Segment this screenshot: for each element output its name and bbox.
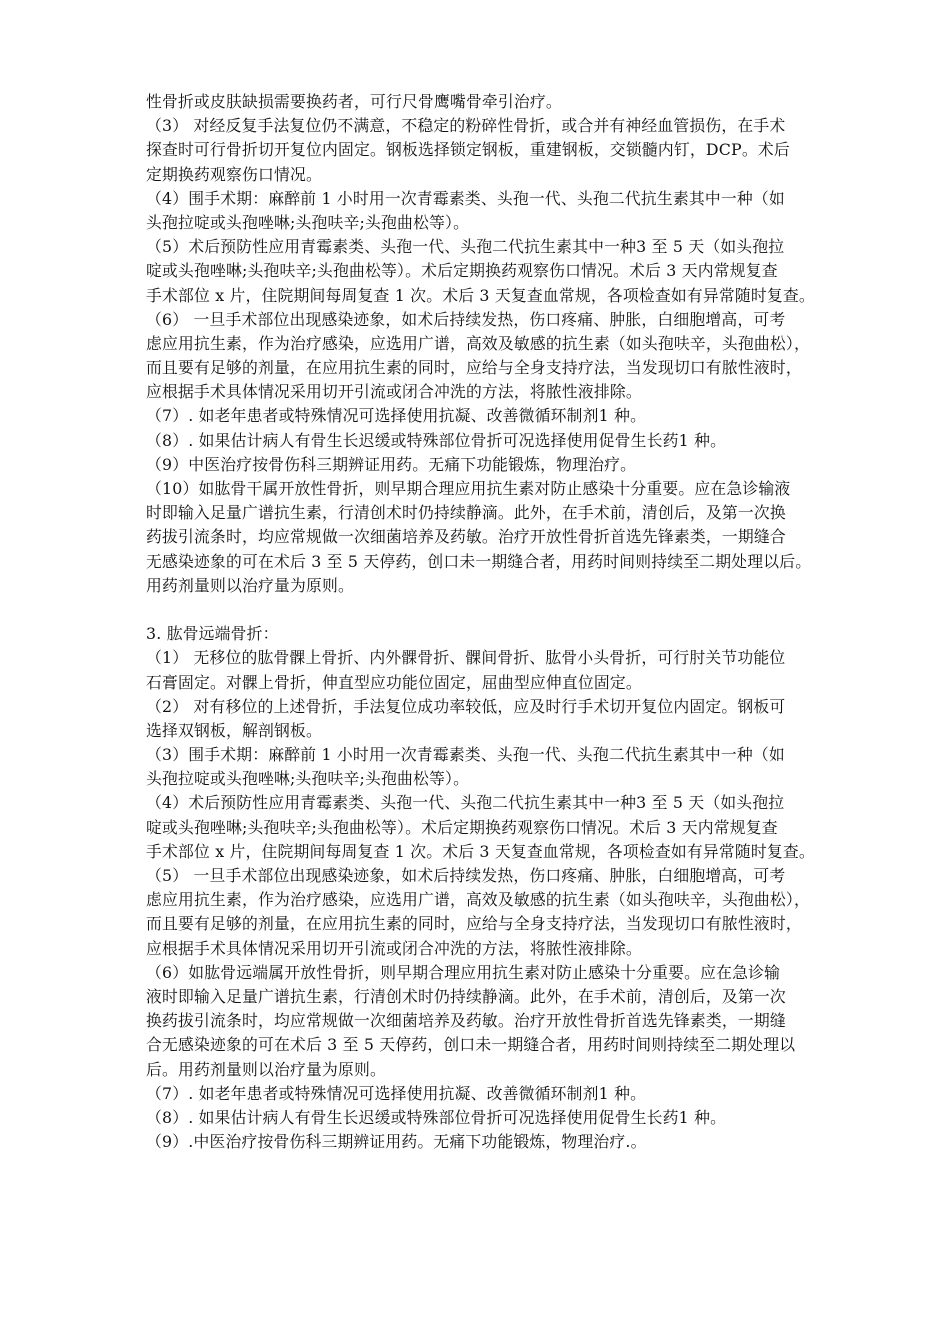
text-line: 性骨折或皮肤缺损需要换药者，可行尺骨鹰嘴骨牵引治疗。	[146, 92, 562, 111]
text-line: 头孢拉啶或头孢唑啉;头孢呋辛;头孢曲松等）。	[146, 212, 470, 232]
section-title: 3. 肱骨远端骨折：	[146, 624, 279, 644]
text-line: 啶或头孢唑啉;头孢呋辛;头孢曲松等）。术后定期换药观察伤口情况。术后 3 天内常规复查	[146, 817, 778, 837]
text-line: （6）如肱骨远端属开放性骨折，则早期合理应用抗生素对防止感染十分重要。应在急诊输	[146, 962, 781, 982]
text-line: 虑应用抗生素，作为治疗感染，应选用广谱，高效及敏感的抗生素（如头孢呋辛，头孢曲松），	[146, 890, 810, 910]
text-line: （6） 一旦手术部位出现感染迹象，如术后持续发热，伤口疼痛、肿胀，白细胞增高，可考	[146, 309, 786, 329]
text-line: 而且要有足够的剂量，在应用抗生素的同时，应给与全身支持疗法，当发现切口有脓性液时，	[146, 914, 802, 934]
text-line: 虑应用抗生素，作为治疗感染，应选用广谱，高效及敏感的抗生素（如头孢呋辛，头孢曲松），	[146, 333, 810, 353]
text-line: （8）. 如果估计病人有骨生长迟缓或特殊部位骨折可况选择使用促骨生长药1 种。	[146, 1107, 727, 1127]
text-line: 应根据手术具体情况采用切开引流或闭合冲洗的方法，将脓性液排除。	[146, 938, 642, 958]
text-line: （9）中医治疗按骨伤科三期辨证用药。无痛下功能锻炼，物理治疗。	[146, 454, 637, 474]
text-line: 手术部位 x 片，住院期间每周复查 1 次。术后 3 天复查血常规，各项检查如有异常随时复查。	[146, 841, 815, 861]
text-line: 定期换药观察伤口情况。	[146, 164, 322, 184]
text-line: 啶或头孢唑啉;头孢呋辛;头孢曲松等）。术后定期换药观察伤口情况。术后 3 天内常规复查	[146, 261, 778, 281]
paragraph-block-upper-extremity-shaft	[146, 90, 824, 598]
text-line: （4）术后预防性应用青霉素类、头孢一代、头孢二代抗生素其中一种3 至 5 天（如头孢拉	[146, 793, 785, 813]
text-line: 用药剂量则以治疗量为原则。	[146, 575, 354, 595]
text-line: 无感染迹象的可在术后 3 至 5 天停药，创口未一期缝合者，用药时间则持续至二期处理以后。	[146, 551, 812, 571]
text-line: （5）术后预防性应用青霉素类、头孢一代、头孢二代抗生素其中一种3 至 5 天（如头孢拉	[146, 237, 785, 257]
text-line: 液时即输入足量广谱抗生素，行清创术时仍持续静滴。此外，在手术前，清创后，及第一次	[146, 986, 786, 1006]
text-line: 石膏固定。对髁上骨折，伸直型应功能位固定，屈曲型应伸直位固定。	[146, 672, 642, 692]
text-line: 头孢拉啶或头孢唑啉;头孢呋辛;头孢曲松等）。	[146, 769, 470, 789]
text-line: （3） 对经反复手法复位仍不满意，不稳定的粉碎性骨折，或合并有神经血管损伤，在手术	[146, 116, 786, 136]
document-body	[146, 90, 824, 1154]
text-line: （5） 一旦手术部位出现感染迹象，如术后持续发热，伤口疼痛、肿胀，白细胞增高，可考	[146, 866, 786, 885]
paragraph-block-distal-humerus	[146, 646, 824, 1154]
text-line: （9）.中医治疗按骨伤科三期辨证用药。无痛下功能锻炼，物理治疗.。	[146, 1132, 647, 1152]
text-line: 药拔引流条时，均应常规做一次细菌培养及药敏。治疗开放性骨折首选先锋素类，一期缝合	[146, 527, 786, 547]
text-line: 应根据手术具体情况采用切开引流或闭合冲洗的方法，将脓性液排除。	[146, 382, 642, 402]
text-line: 选择双钢板，解剖钢板。	[146, 720, 322, 740]
text-line: （10）如肱骨干属开放性骨折，则早期合理应用抗生素对防止感染十分重要。应在急诊输液	[146, 479, 791, 498]
text-line: （3）围手术期：麻醉前 1 小时用一次青霉素类、头孢一代、头孢二代抗生素其中一种（如	[146, 745, 785, 765]
text-line: 合无感染迹象的可在术后 3 至 5 天停药，创口未一期缝合者，用药时间则持续至二期处理以	[146, 1035, 796, 1055]
text-line: 换药拔引流条时，均应常规做一次细菌培养及药敏。治疗开放性骨折首选先锋素类，一期缝	[146, 1011, 786, 1031]
text-line: （8）. 如果估计病人有骨生长迟缓或特殊部位骨折可况选择使用促骨生长药1 种。	[146, 430, 727, 450]
text-line: 探查时可行骨折切开复位内固定。钢板选择锁定钢板，重建钢板，交锁髓内钉，DCP。术后	[146, 140, 790, 160]
text-line: （7）. 如老年患者或特殊情况可选择使用抗凝、改善微循环制剂1 种。	[146, 406, 647, 426]
blank-line	[146, 598, 824, 622]
text-line: 而且要有足够的剂量，在应用抗生素的同时，应给与全身支持疗法，当发现切口有脓性液时，	[146, 358, 802, 378]
text-line: （1） 无移位的肱骨髁上骨折、内外髁骨折、髁间骨折、肱骨小头骨折，可行肘关节功能位	[146, 648, 786, 668]
text-line: （7）. 如老年患者或特殊情况可选择使用抗凝、改善微循环制剂1 种。	[146, 1083, 647, 1103]
text-line: （2） 对有移位的上述骨折，手法复位成功率较低，应及时行手术切开复位内固定。钢板可	[146, 696, 786, 716]
text-line: 后。用药剂量则以治疗量为原则。	[146, 1059, 386, 1079]
text-line: （4）围手术期：麻醉前 1 小时用一次青霉素类、头孢一代、头孢二代抗生素其中一种（如	[146, 188, 785, 208]
text-line: 时即输入足量广谱抗生素，行清创术时仍持续静滴。此外，在手术前，清创后，及第一次换	[146, 503, 786, 523]
text-line: 手术部位 x 片，住院期间每周复查 1 次。术后 3 天复查血常规，各项检查如有异常随时复查。	[146, 285, 815, 305]
